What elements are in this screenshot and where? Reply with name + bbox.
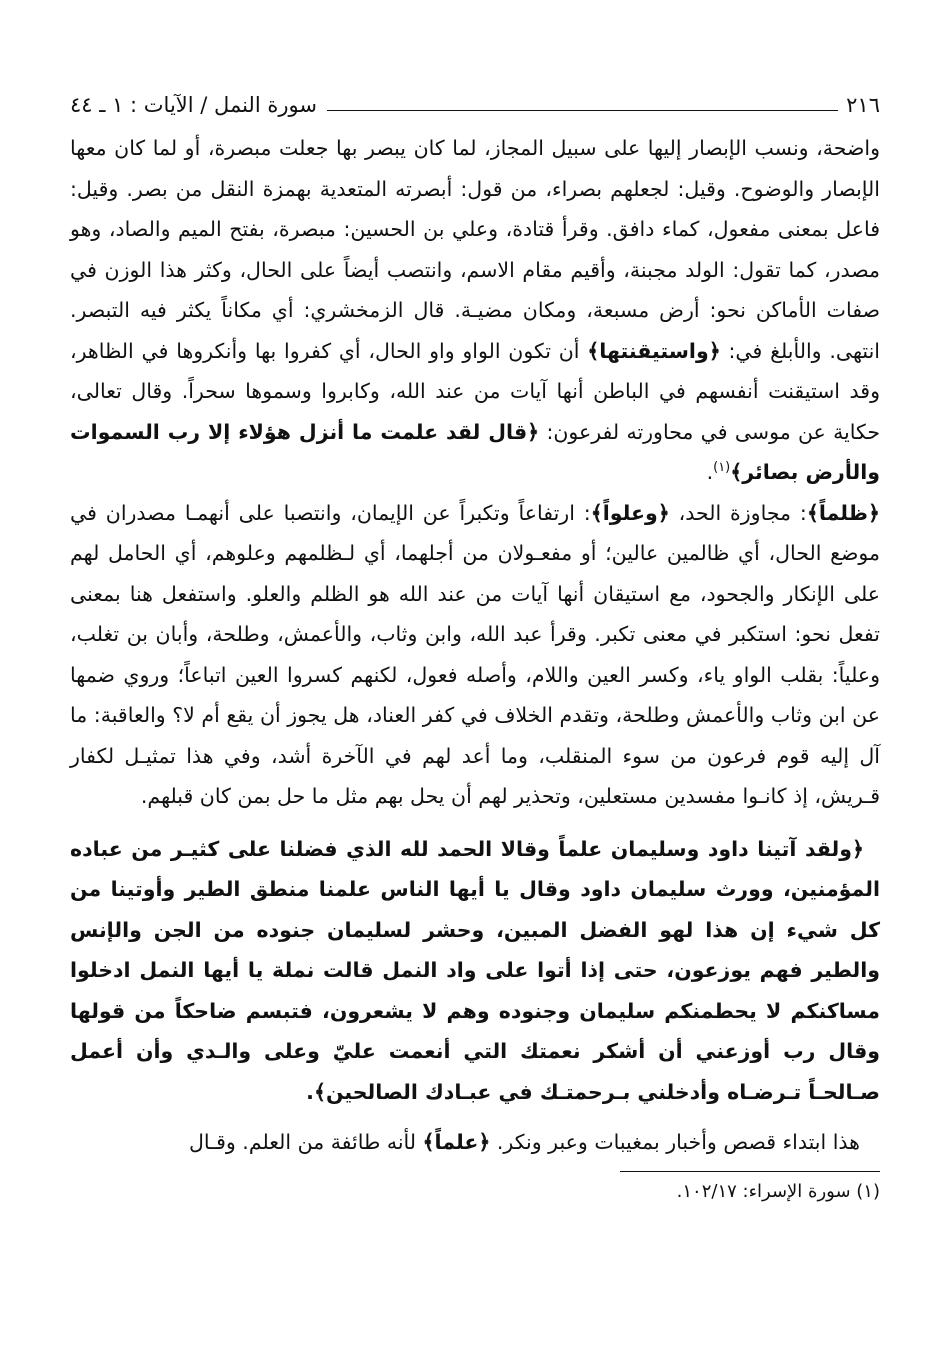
commentary-text: واضحة، ونسب الإبصار إليها على سبيل المجاز، لما كان يبصر بها جعلت مبصرة، أو لما كان معها الإبصار والوضوح. وقيل: لجعلهم بصراء، من قول: أبصرته المتعدية بهمزة النقل من بصر. وقيل: فاعل بمعنى مفعول، كماء دافق. وقرأ قتادة، وعلي بن الحسين: مبصرة، بفتح الميم والصاد، وهو مصدر، كما تقول: الولد مجبنة، وأقيم مقام الاسم، وانتصب أيضاً على الحال، وكثر هذا الوزن في صفات الأماكن نحو: أرض مسبعة، ومكان مضيـة. قال الزمخشري: أي مكاناً يكثر فيه التبصر. انتهى. والأبلغ في: <box>70 136 880 363</box>
commentary-body <box>70 128 880 817</box>
header-rule <box>327 110 838 111</box>
commentary-text: : مجاوزة الحد، <box>669 500 807 525</box>
quran-quote: ﴿ظلماً﴾ <box>806 500 880 525</box>
quran-quote: ﴿قال لقد علمت ما أنزل هؤلاء إلا رب السموات والأرض بصائر﴾ <box>70 419 880 484</box>
commentary-paragraph <box>70 128 880 493</box>
commentary-text: لأنه طائفة من العلم. وقـال <box>188 1130 423 1154</box>
commentary-paragraph <box>70 1122 880 1163</box>
commentary-text: . <box>706 460 714 484</box>
commentary-paragraph <box>70 493 880 817</box>
footnote-marker: (١) <box>713 460 731 476</box>
footnote: (١) سورة الإسراء: ١٠٢/١٧. <box>676 1180 880 1202</box>
book-page <box>70 88 880 1268</box>
running-header <box>70 88 880 118</box>
commentary-text: أن تكون الواو واو الحال، أي كفروا بها وأنكروها في الظاهر، وقد استيقنت أنفسهم في الباطن أنها آيات من عند الله، وكابروا وسموها سحراً. وقال تعالى، حكاية عن موسى في محاورته لفرعون: <box>70 338 881 444</box>
commentary-text: : ارتفاعاً وتكبراً عن الإيمان، وانتصبا على أنهمـا مصدران في موضع الحال، أي ظالمين عالين؛ أو مفعـولان من أجلهما، أي لـظلمهم وعلوهم، أي الحامل لهم على الإنكار والجحود، مع استيقان أنها آيات من عند الله هو الظلم والعلو. واستفعل هنا بمعنى تفعل نحو: استكبر في معنى تكبر. وقرأ عبد الله، وابن وثاب، والأعمش، وطلحة، وأبان بن تغلب، وعلياً: بقلب الواو ياء، وكسر العين واللام، وأصله فعول، لكنهم كسروا العين اتباعاً؛ وروي ضمها عن ابن وثاب والأعمش وطلحة، وتقدم الخلاف في كفر العناد، هل يجوز أن يقع أم لا؟ والعاقبة: ما آل إليه قوم فرعون من سوء المنقلب، وما أعد لهم في الآخرة أشد، وفي هذا تمثيـل لكفار قـريش، إذ كانـوا مفسدين مستعلين، وتحذير لهم أن يحل بهم مثل ما حل بمن كان قبلهم. <box>70 500 880 808</box>
quran-quote: ﴿وعلواً﴾ <box>590 500 670 525</box>
quran-quote: ﴿واستيقنتها﴾ <box>587 338 721 363</box>
quran-quote: ﴿علماً﴾ <box>422 1130 491 1154</box>
commentary-text: هذا ابتداء قصص وأخبار بمغيبات وعبر ونكر. <box>490 1130 860 1154</box>
running-title: سورة النمل / الآيات : ١ ـ ٤٤ <box>70 93 317 117</box>
page-number: ٢١٦ <box>846 93 880 117</box>
footnote-rule <box>620 1171 880 1172</box>
verse-block: ﴿ولقد آتينا داود وسليمان علماً وقالا الحمد لله الذي فضلنا على كثيـر من عباده المؤمنين، وورث سليمان داود وقال يا أيها الناس علمنا منطق الطير وأوتينا من كل شيء إن هذا لهو الفضل المبين، وحشر لسليمان جنوده من الجن والإنس والطير فهم يوزعون، حتى إذا أتوا على واد النمل قالت نملة يا أيها النمل ادخلوا مساكنكم لا يحطمنكم سليمان وجنوده وهم لا يشعرون، فتبسم ضاحكاً من قولها وقال رب أوزعني أن أشكر نعمتك التي أنعمت عليّ وعلى والـدي وأن أعمل صـالحـاً تـرضـاه وأدخلني بـرحمتـك في عبـادك الصالحين﴾. <box>70 836 880 1104</box>
